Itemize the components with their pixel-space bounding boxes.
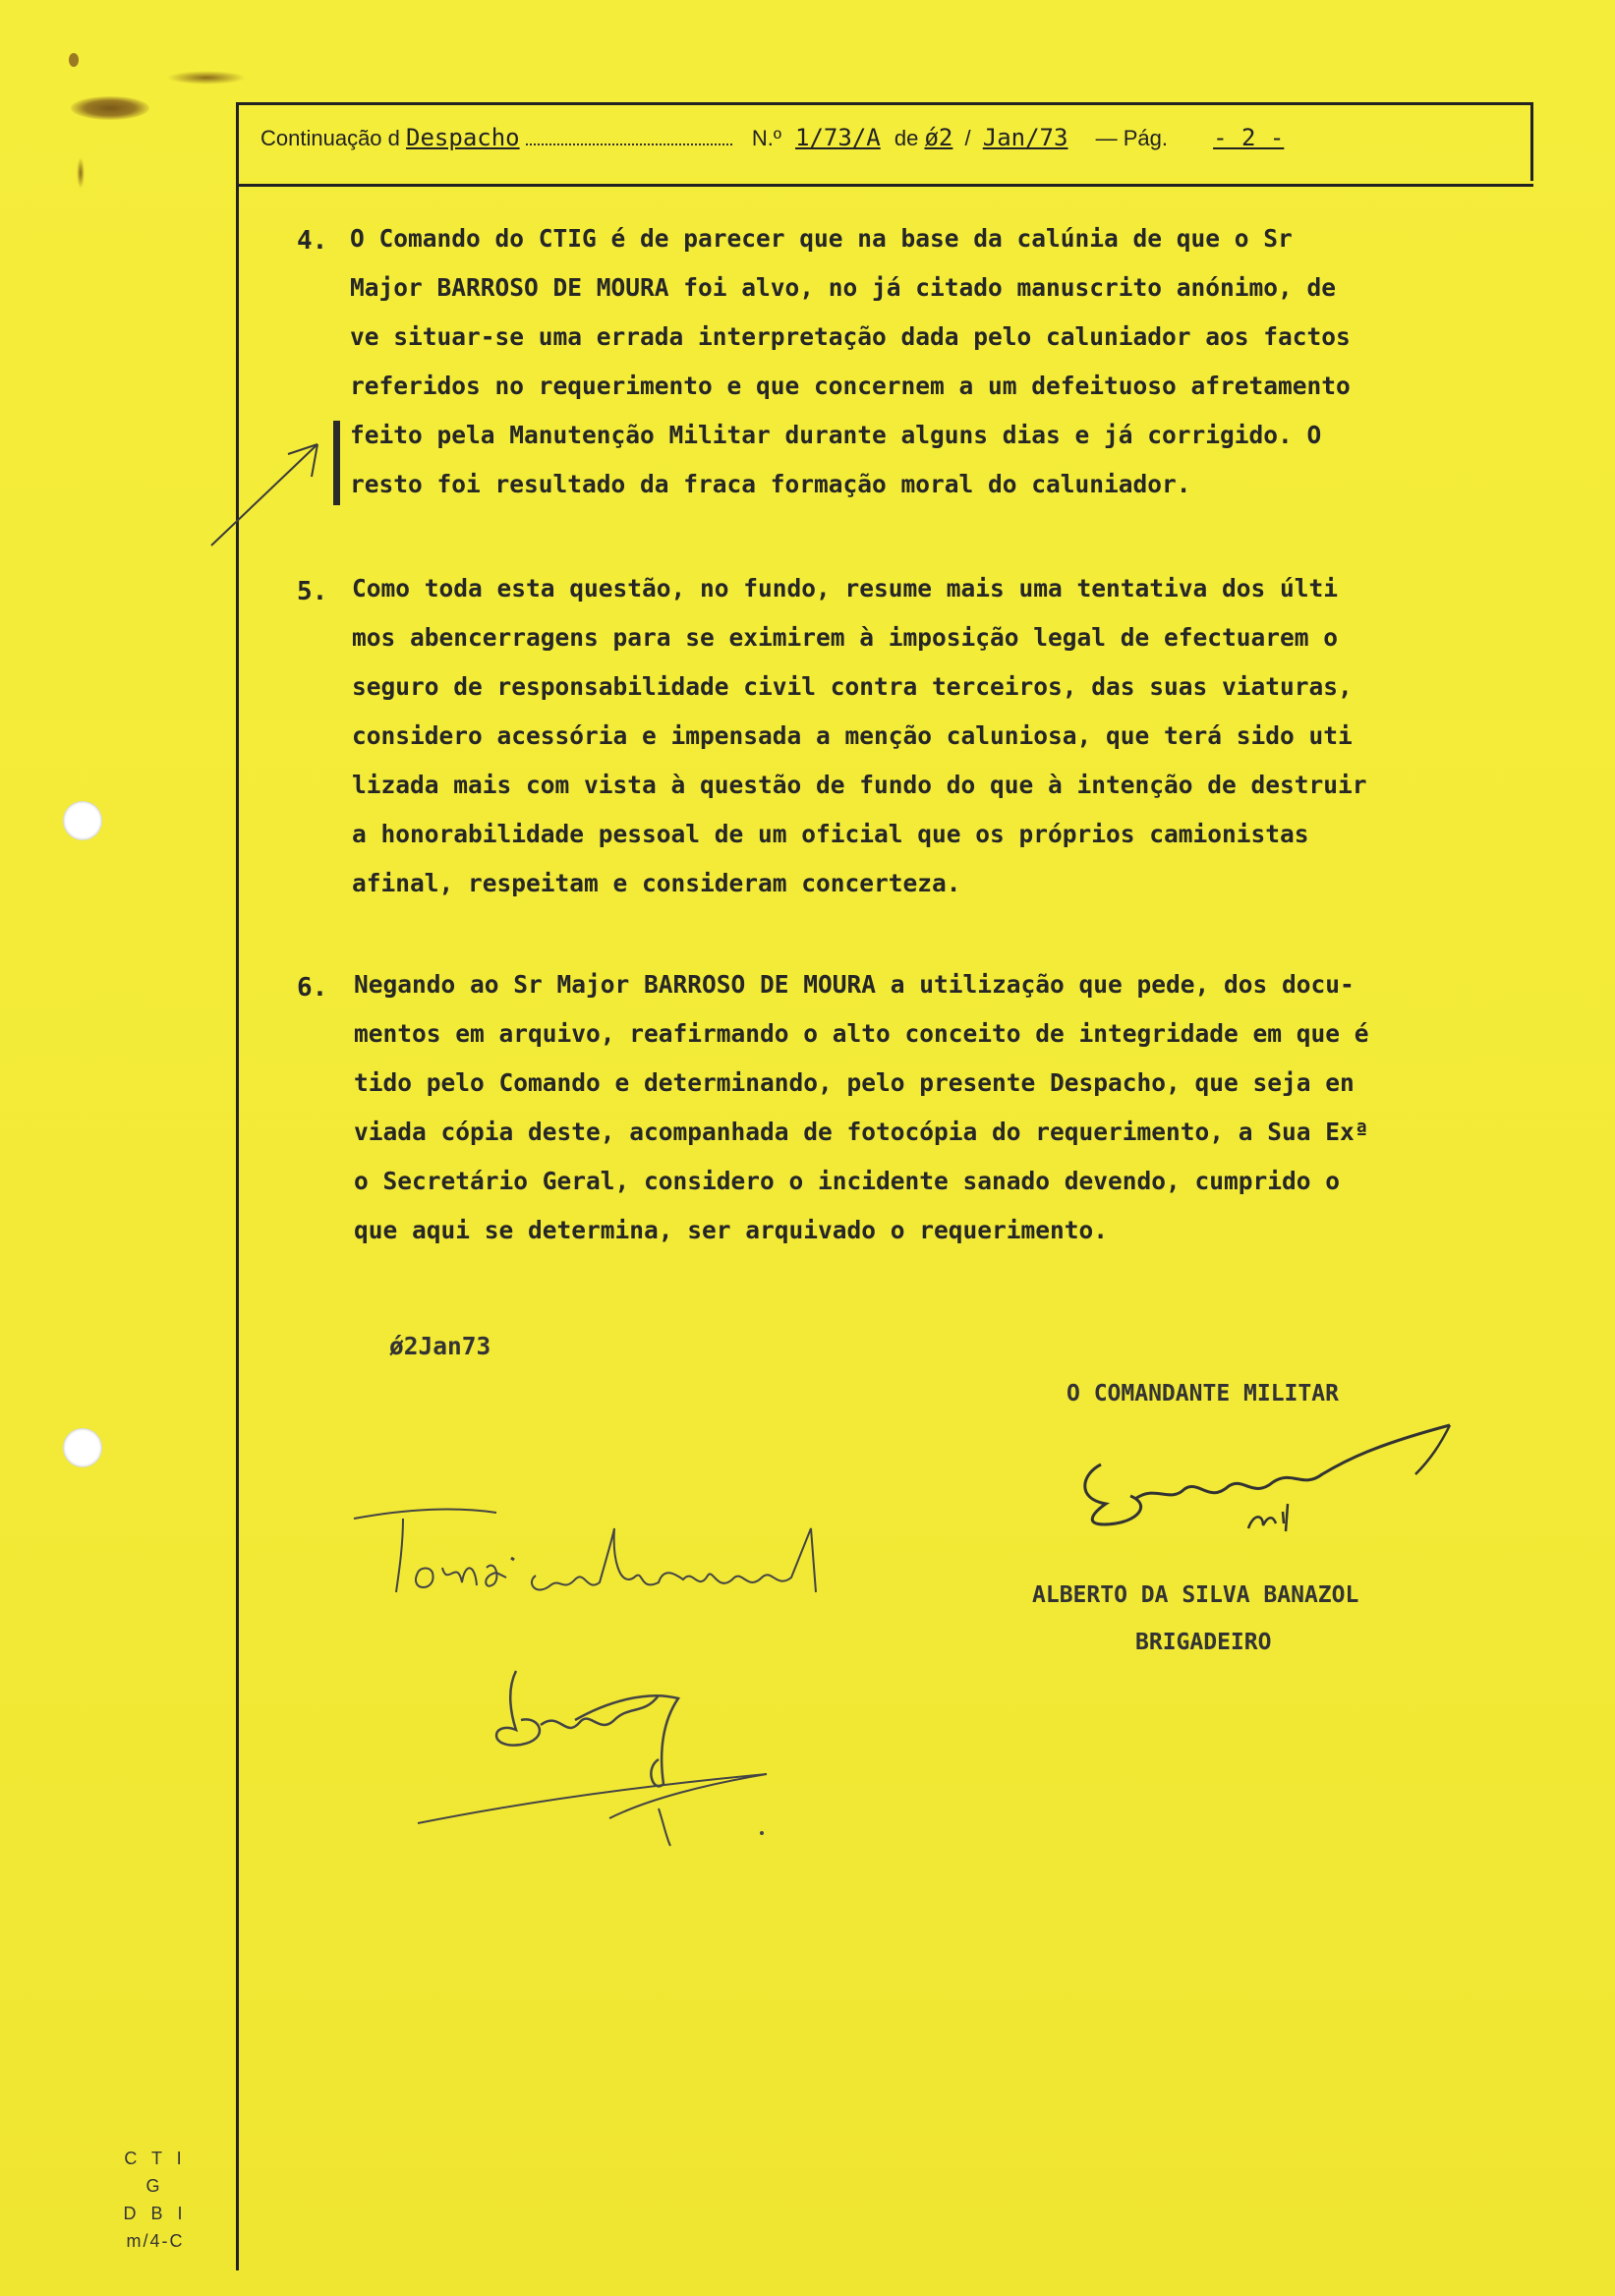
text-line: a honorabilidade pessoal de um oficial que os próprios camionistas bbox=[352, 820, 1309, 848]
form-code bbox=[116, 2145, 195, 2255]
paragraph-5 bbox=[352, 564, 1367, 908]
text-line: o Secretário Geral, considero o incidente sanado devendo, cumprido o bbox=[354, 1167, 1341, 1195]
stain-mark bbox=[167, 71, 246, 85]
text-line: referidos no requerimento e que concernem a um defeituoso afretamento bbox=[350, 372, 1351, 400]
signatory-name: ALBERTO DA SILVA BANAZOL bbox=[1032, 1582, 1359, 1608]
text-line: considero acessória e impensada a menção caluniosa, que terá sido uti bbox=[352, 721, 1353, 750]
paragraph-number: 6. bbox=[297, 973, 328, 1003]
document-number: 1/73/A bbox=[795, 124, 881, 151]
date-separator: / bbox=[964, 126, 971, 150]
text-line: afinal, respeitam e consideram concerteza. bbox=[352, 869, 961, 897]
form-code-line: D B I bbox=[123, 2204, 188, 2223]
text-line: que aqui se determina, ser arquivado o requerimento. bbox=[354, 1216, 1109, 1244]
margin-rule bbox=[236, 102, 239, 2270]
text-line: mos abencerragens para se eximirem à imposição legal de efectuarem o bbox=[352, 623, 1339, 652]
text-line: seguro de responsabilidade civil contra terceiros, das suas viaturas, bbox=[352, 672, 1353, 701]
number-label: N.º bbox=[751, 126, 781, 150]
text-line: feito pela Manutenção Militar durante alguns dias e já corrigido. O bbox=[350, 421, 1322, 449]
text-line: viada cópia deste, acompanhada de fotocópia do requerimento, a Sua Exª bbox=[354, 1118, 1369, 1146]
text-line: lizada mais com vista à questão de fundo do que à intenção de destruir bbox=[352, 771, 1367, 799]
page-number: - 2 - bbox=[1213, 124, 1285, 151]
text-line: O Comando do CTIG é de parecer que na base da calúnia de que o Sr bbox=[350, 224, 1293, 253]
text-line: Como toda esta questão, no fundo, resume mais uma tentativa dos últi bbox=[352, 574, 1339, 603]
text-line: resto foi resultado da fraca formação moral do caluniador. bbox=[350, 470, 1191, 498]
continuation-label: Continuação d bbox=[260, 126, 400, 150]
binder-hole bbox=[63, 801, 102, 840]
text-line: ve situar-se uma errada interpretação dada pelo caluniador aos factos bbox=[350, 322, 1351, 351]
document-date: ǿ2Jan73 bbox=[389, 1332, 491, 1360]
stain-mark bbox=[69, 53, 79, 67]
header-end-rule bbox=[1530, 102, 1533, 181]
stain-mark bbox=[71, 96, 149, 120]
stain-mark bbox=[77, 157, 85, 189]
paragraph-number: 4. bbox=[297, 226, 328, 256]
text-line: mentos em arquivo, reafirmando o alto conceito de integridade em que é bbox=[354, 1019, 1369, 1048]
binder-hole bbox=[63, 1428, 102, 1467]
arrow-annotation-icon bbox=[202, 432, 329, 550]
text-line: Negando ao Sr Major BARROSO DE MOURA a utilização que pede, dos docu- bbox=[354, 970, 1355, 999]
page-label: — Pág. bbox=[1095, 126, 1168, 150]
text-line: Major BARROSO DE MOURA foi alvo, no já citado manuscrito anónimo, de bbox=[350, 273, 1337, 302]
paragraph-number: 5. bbox=[297, 577, 328, 606]
form-code-line: C T I G bbox=[124, 2149, 187, 2196]
document-type: Despacho bbox=[406, 124, 520, 151]
signatory-rank: BRIGADEIRO bbox=[1135, 1630, 1272, 1655]
commander-signature bbox=[1062, 1406, 1455, 1543]
date-month-year: Jan/73 bbox=[982, 124, 1068, 151]
signatory-title: O COMANDANTE MILITAR bbox=[1067, 1381, 1339, 1406]
dotted-fill bbox=[526, 126, 732, 145]
paragraph-4 bbox=[350, 214, 1351, 509]
text-line: tido pelo Comando e determinando, pelo presente Despacho, que seja en bbox=[354, 1068, 1355, 1097]
header-line bbox=[260, 124, 1284, 151]
date-label: de bbox=[894, 126, 919, 150]
margin-bar-mark bbox=[333, 421, 340, 505]
handwritten-initials bbox=[413, 1651, 963, 1848]
paragraph-6 bbox=[354, 960, 1369, 1255]
form-code-line: m/4-C bbox=[126, 2231, 185, 2251]
date-day: ǿ2 bbox=[924, 124, 953, 151]
handwritten-note bbox=[349, 1499, 880, 1617]
